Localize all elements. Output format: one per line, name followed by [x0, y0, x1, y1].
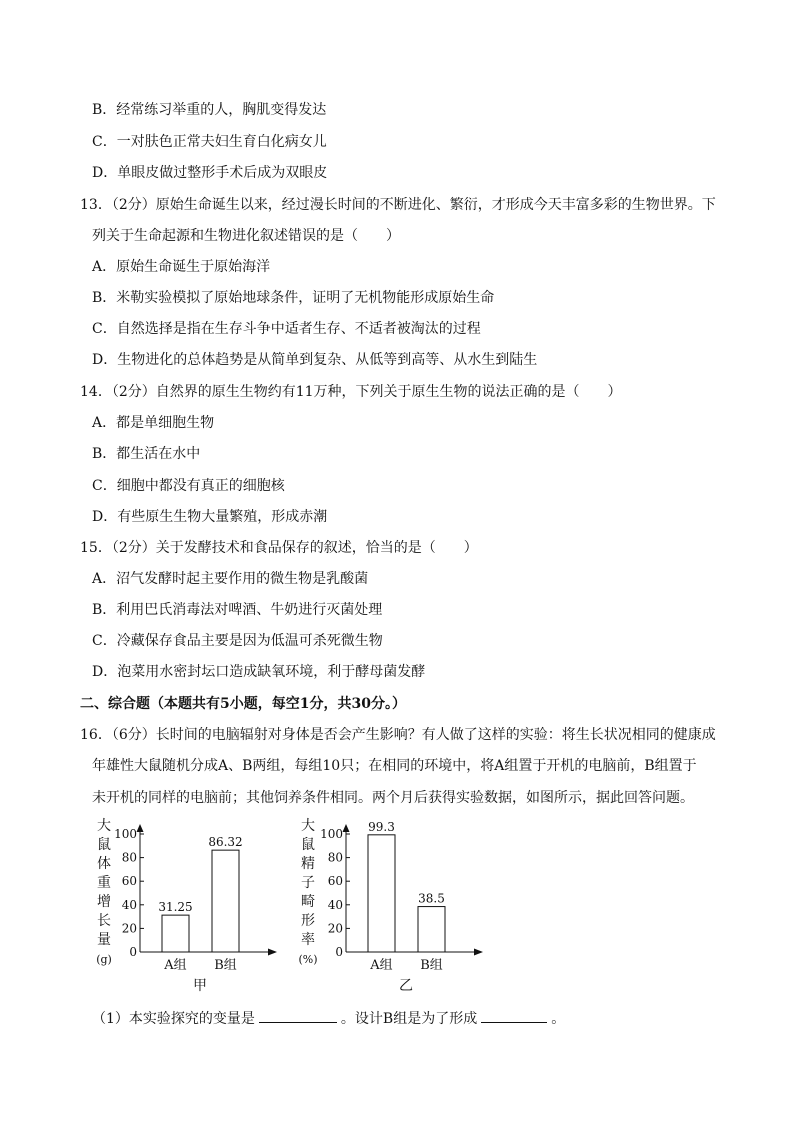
x-axis-arrow	[268, 949, 277, 956]
q16-stem-line3: 未开机的同样的电脑前；其他饲养条件相同。两个月后获得实验数据，如图所示，据此回答问题。	[92, 790, 694, 806]
y-axis-label-char: 大	[97, 818, 111, 834]
y-axis-label-char: 重	[97, 875, 111, 891]
q14-option-d: D．有些原生生物大量繁殖，形成赤潮	[92, 509, 328, 525]
x-tick-label: B组	[420, 958, 443, 973]
q13-option-d: D．生物进化的总体趋势是从简单到复杂、从低等到高等、从水生到陆生	[92, 352, 538, 368]
y-axis-label-char: 形	[301, 913, 315, 929]
q14-stem: 14．（2分）自然界的原生生物约有11万种，下列关于原生生物的说法正确的是（ ）	[80, 384, 622, 400]
y-axis-label-char: 大	[301, 818, 315, 834]
q15-option-b: B．利用巴氏消毒法对啤酒、牛奶进行灭菌处理	[92, 602, 383, 618]
q16-sub1	[92, 1008, 565, 1028]
q16-stem-line2: 年雄性大鼠随机分成A、B两组，每组10只；在相同的环境中，将A组置于开机的电脑前，B组置于	[92, 758, 697, 774]
q13-option-c: C．自然选择是指在生存斗争中适者生存、不适者被淘汰的过程	[92, 321, 481, 337]
y-axis-label-char: 长	[97, 913, 111, 929]
bar-value-label: 86.32	[208, 835, 243, 850]
q15-stem: 15．（2分）关于发酵技术和食品保存的叙述，恰当的是（ ）	[80, 540, 478, 556]
y-axis-label-char: 体	[97, 856, 111, 872]
x-tick-label: B组	[214, 958, 237, 973]
answer-blank-control[interactable]	[481, 1008, 547, 1023]
q13-option-b: B．米勒实验模拟了原始地球条件，证明了无机物能形成原始生命	[92, 290, 495, 306]
q16-sub1-text-c: 。	[551, 1011, 566, 1027]
y-axis-label-char: 畸	[301, 894, 315, 910]
q16-stem-line1: 16．（6分）长时间的电脑辐射对身体是否会产生影响？有人做了这样的实验：将生长状况相同的健康成	[80, 727, 716, 743]
y-axis-label-char: 增	[97, 894, 111, 910]
q15-option-c: C．冷藏保存食品主要是因为低温可杀死微生物	[92, 633, 383, 649]
q13-stem-line1: 13．（2分）原始生命诞生以来，经过漫长时间的不断进化、繁衍，才形成今天丰富多彩的生物世界。下	[80, 197, 716, 213]
y-axis-label-char: 率	[301, 932, 315, 948]
q14-option-b: B．都生活在水中	[92, 446, 201, 462]
q14-option-c: C．细胞中都没有真正的细胞核	[92, 478, 285, 494]
x-tick-label: A组	[370, 958, 393, 973]
y-tick-label: 80	[327, 850, 343, 865]
y-tick-label: 100	[320, 827, 343, 841]
y-tick-label: 60	[327, 874, 343, 889]
y-tick-label: 20	[327, 921, 343, 936]
x-axis-arrow	[474, 949, 483, 956]
y-axis-arrow	[137, 824, 144, 832]
y-axis-label-char: 鼠	[97, 837, 111, 853]
q16-sub1-text-b: 。设计B组是为了形成	[340, 1011, 478, 1027]
bar-value-label: 31.25	[158, 900, 193, 915]
y-axis-label-char: (g)	[96, 953, 112, 966]
bar	[368, 835, 395, 952]
y-tick-label: 80	[121, 850, 137, 865]
y-axis-label-char: (%)	[298, 953, 318, 966]
bar-value-label: 38.5	[418, 891, 445, 906]
bar	[212, 850, 239, 952]
q14-option-a: A．都是单细胞生物	[92, 415, 215, 431]
chart-caption: 乙	[399, 978, 413, 994]
section-heading: 二、综合题（本题共有5小题，每空1分，共30分。）	[80, 696, 406, 712]
q12-option-c: C．一对肤色正常夫妇生育白化病女儿	[92, 134, 327, 150]
bar	[162, 915, 189, 952]
answer-blank-variable[interactable]	[259, 1008, 337, 1023]
y-tick-label: 0	[335, 945, 343, 959]
q13-option-a: A．原始生命诞生于原始海洋	[92, 259, 271, 275]
y-axis-label-char: 精	[301, 856, 315, 872]
y-tick-label: 40	[121, 897, 137, 912]
y-axis-label-char: 子	[301, 875, 315, 891]
y-axis-label-char: 鼠	[301, 837, 315, 853]
q16-sub1-text-a: （1）本实验探究的变量是	[92, 1011, 255, 1027]
y-tick-label: 40	[327, 897, 343, 912]
q15-option-d: D．泡菜用水密封坛口造成缺氧环境，利于酵母菌发酵	[92, 664, 426, 680]
q13-stem-line2: 列关于生命起源和生物进化叙述错误的是（ ）	[92, 228, 400, 244]
y-tick-label: 0	[129, 945, 137, 959]
y-tick-label: 20	[121, 921, 137, 936]
y-axis-label-char: 量	[97, 932, 111, 948]
q15-option-a: A．沼气发酵时起主要作用的微生物是乳酸菌	[92, 571, 369, 587]
y-axis-arrow	[343, 824, 350, 832]
bar	[418, 907, 445, 952]
y-tick-label: 60	[121, 874, 137, 889]
q12-option-b: B．经常练习举重的人，胸肌变得发达	[92, 102, 327, 118]
chart-caption: 甲	[193, 978, 207, 994]
q16-figure	[80, 812, 500, 1002]
x-tick-label: A组	[164, 958, 187, 973]
q12-option-d: D．单眼皮做过整形手术后成为双眼皮	[92, 165, 328, 181]
bar-value-label: 99.3	[368, 819, 395, 834]
y-tick-label: 100	[114, 827, 137, 841]
